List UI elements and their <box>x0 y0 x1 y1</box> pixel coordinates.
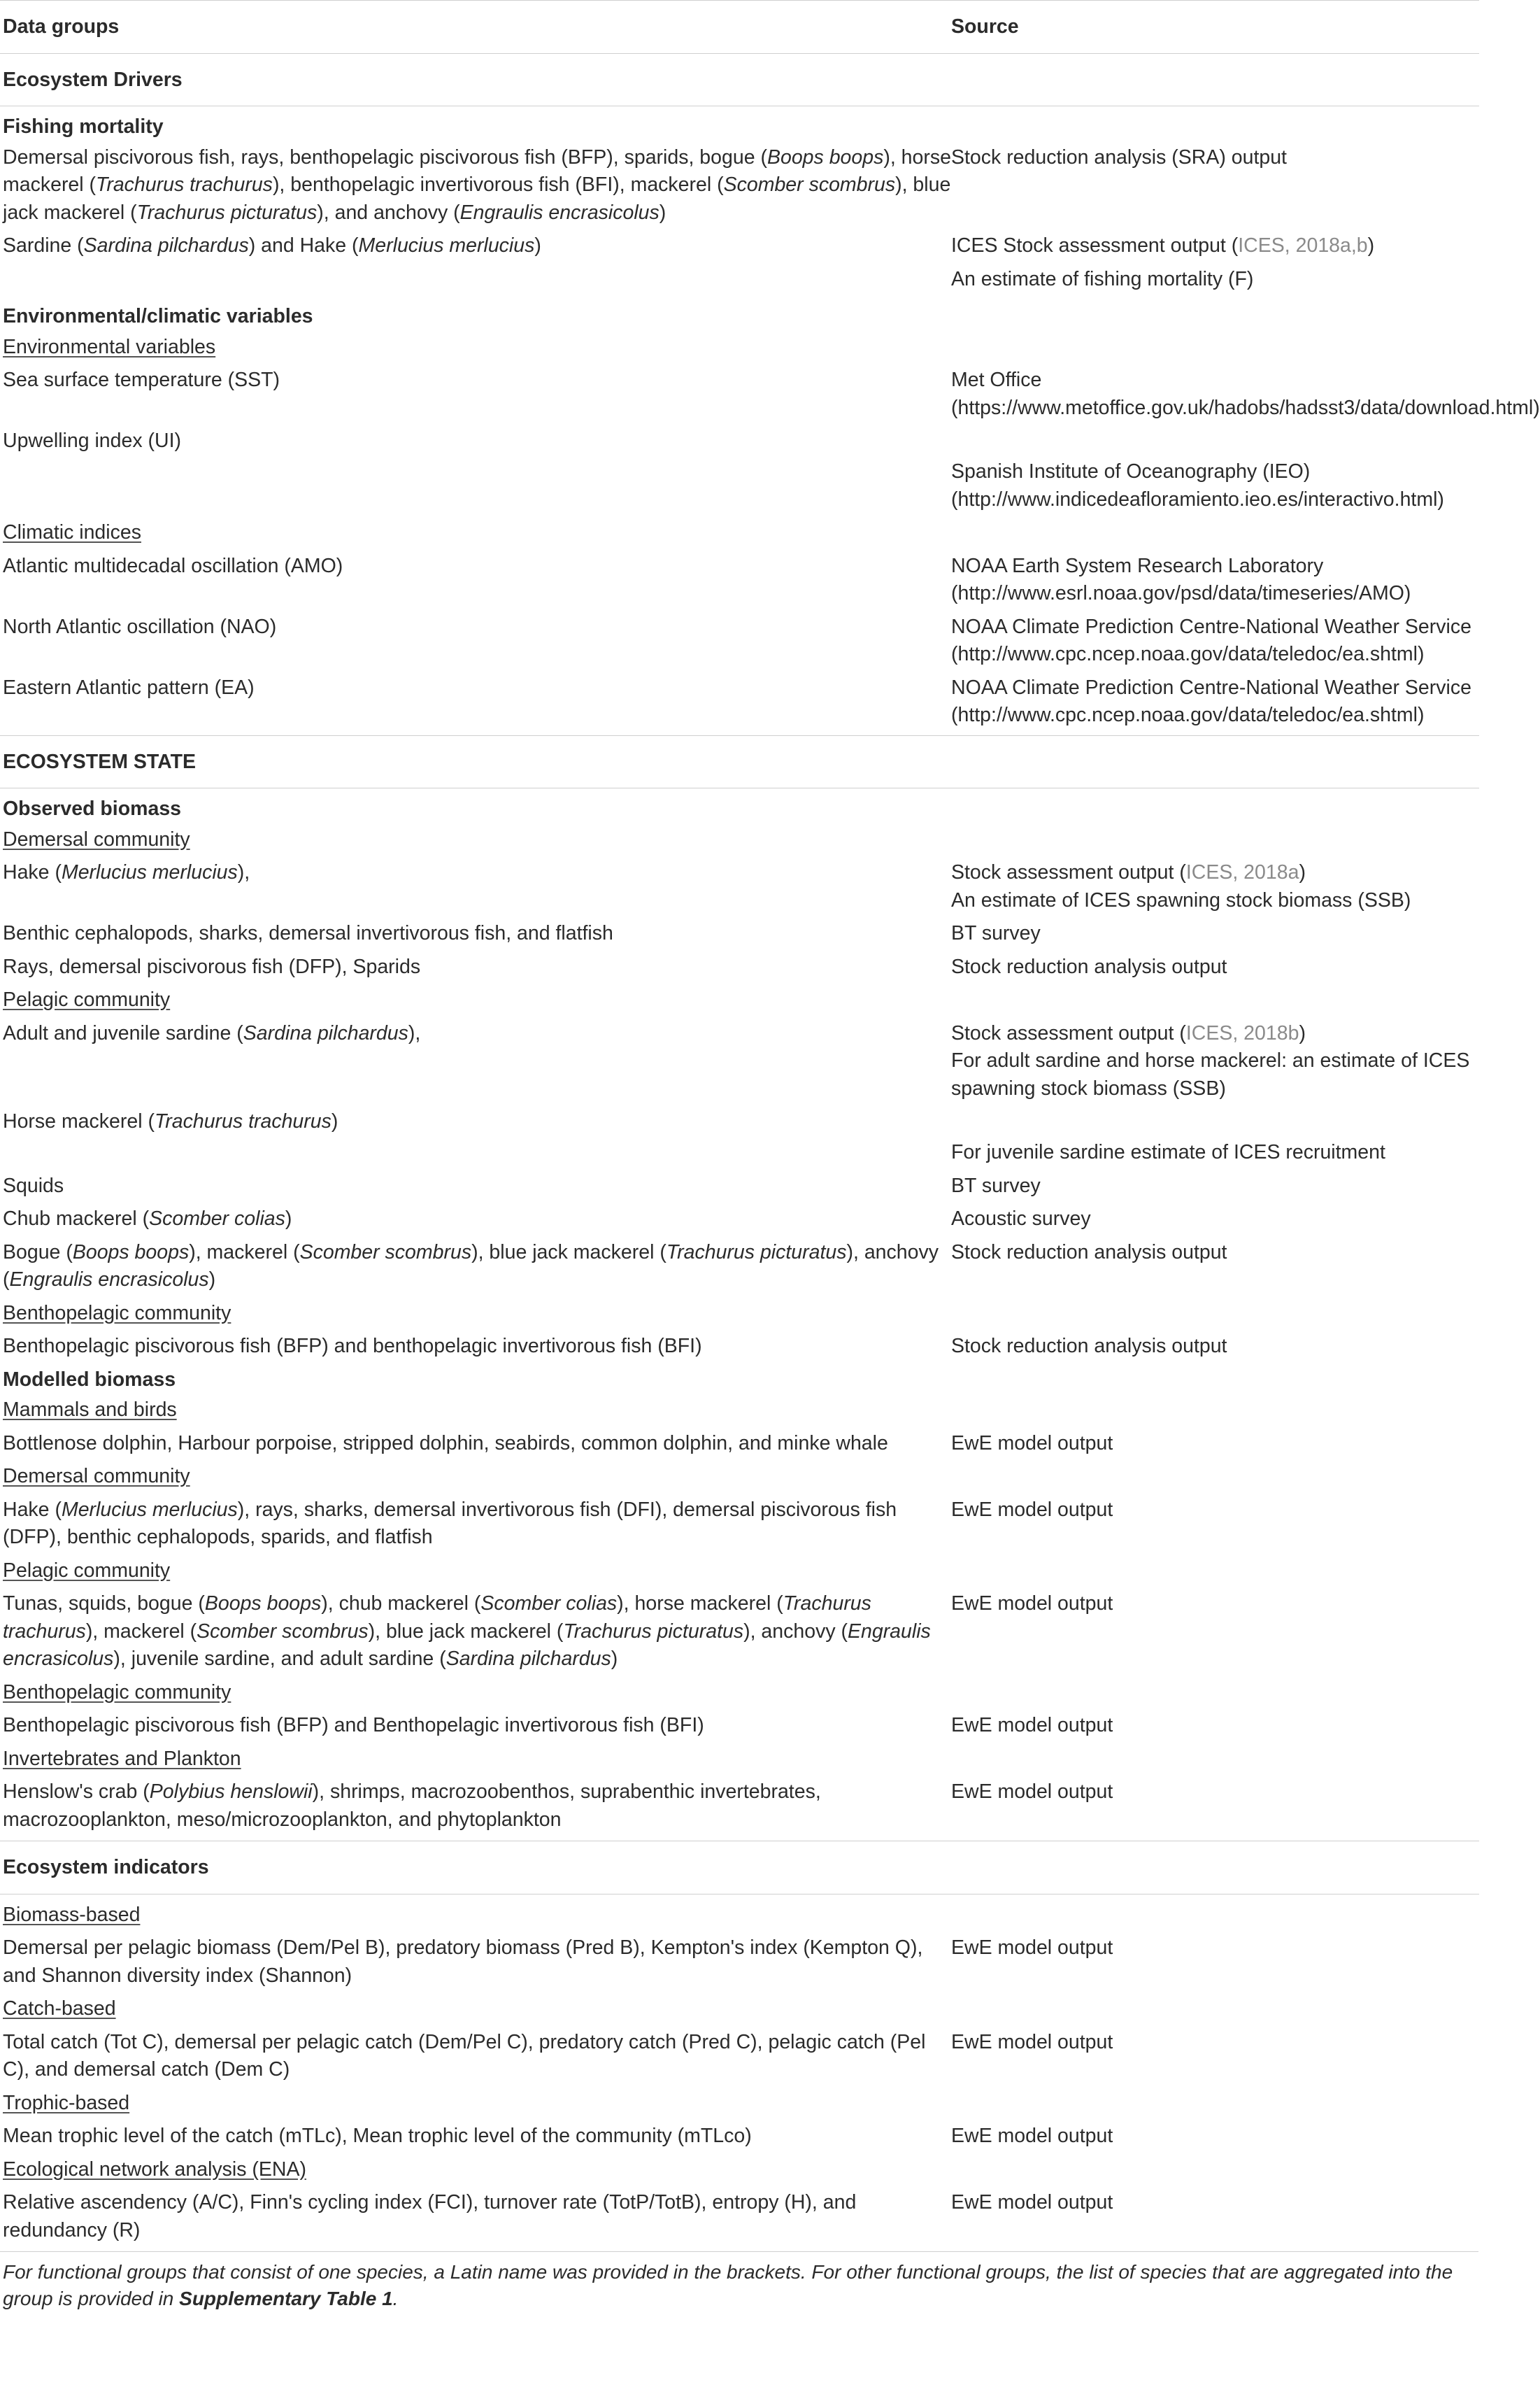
source-cell: Stock reduction analysis output <box>951 1240 1227 1263</box>
table-row <box>0 2120 1479 2153</box>
table-row <box>0 1203 1479 1236</box>
group-cell: Hake (Merlucius merlucius), rays, sharks, demersal invertivorous fish (DFI), demersal piscivorous fish (DFP), benthic cephalopods, sparids, and flatfish <box>3 1498 897 1548</box>
category-label: Biomass-based <box>3 1903 141 1926</box>
group-cell: Henslow's crab (Polybius henslowii), shrimps, macrozoobenthos, suprabenthic invertebrates, macrozooplankton, meso/microzooplankton, and phytoplankton <box>3 1780 821 1831</box>
group-cell: Bogue (Boops boops), mackerel (Scomber scombrus), blue jack mackerel (Trachurus picturatus), anchovy (Engraulis encrasicolus) <box>3 1240 939 1291</box>
group-cell: Benthopelagic piscivorous fish (BFP) and benthopelagic invertivorous fish (BFI) <box>3 1335 702 1357</box>
table-row <box>0 1932 1479 1992</box>
section-title: Ecosystem Drivers <box>0 53 1479 106</box>
col-header-source: Source <box>951 1 1479 54</box>
table-row <box>0 1105 1479 1170</box>
source-cell: Spanish Institute of Oceanography (IEO) (http://www.indicedeafloramiento.ieo.es/interactivo.html) <box>951 460 1444 511</box>
section-ecosystem-state <box>0 735 1479 788</box>
table-row <box>0 263 1479 297</box>
category-row <box>0 1743 1479 1776</box>
group-cell: Squids <box>3 1174 64 1197</box>
source-cell: EwE model output <box>951 2030 1113 2053</box>
source-cell: EwE model output <box>951 1780 1113 1803</box>
table-footnote: For functional groups that consist of one species, a Latin name was provided in the brackets. For other functional groups, the list of species that are aggregated into the group is provided in Supplementary Table 1. <box>0 2251 1478 2312</box>
table-row <box>0 229 1479 263</box>
table-row <box>0 550 1479 611</box>
source-cell: NOAA Climate Prediction Centre-National Weather Service (http://www.cpc.ncep.noaa.gov/data/teledoc/ea.shtml) <box>951 615 1471 665</box>
table-row <box>0 1236 1479 1297</box>
category-label: Invertebrates and Plankton <box>3 1747 241 1770</box>
category-row <box>0 984 1479 1017</box>
category-label: Mammals and birds <box>3 1398 177 1421</box>
source-cell: Acoustic survey <box>951 1207 1091 1230</box>
table-row <box>0 2186 1479 2251</box>
table-row <box>0 672 1479 736</box>
group-cell: Adult and juvenile sardine (Sardina pilchardus), <box>3 1021 421 1044</box>
table-row <box>0 1776 1479 1841</box>
subsection-title: Modelled biomass <box>3 1368 176 1391</box>
section-ecosystem-drivers <box>0 53 1479 106</box>
table-row <box>0 611 1479 672</box>
col-header-data-groups: Data groups <box>0 1 951 54</box>
source-cell: EwE model output <box>951 1431 1113 1454</box>
source-cell: Stock reduction analysis output <box>951 1335 1227 1357</box>
source-cell: ICES Stock assessment output (ICES, 2018a,b) <box>951 234 1375 257</box>
source-cell: BT survey <box>951 922 1041 944</box>
group-cell: Rays, demersal piscivorous fish (DFP), Sparids <box>3 955 421 978</box>
table-header-row <box>0 1 1479 54</box>
category-label: Catch-based <box>3 1997 116 2020</box>
table-row <box>0 364 1479 425</box>
category-row <box>0 331 1479 364</box>
citation-link[interactable]: ICES, 2018a <box>1185 861 1299 884</box>
category-label: Pelagic community <box>3 989 171 1011</box>
source-cell: EwE model output <box>951 1936 1113 1959</box>
group-cell: Demersal piscivorous fish, rays, benthopelagic piscivorous fish (BFP), sparids, bogue (Boops boops), horse mackerel (Trachurus trachurus), benthopelagic invertivorous fish (BFI), mackerel (Scomber scombrus), blue jack mackerel (Trachurus picturatus), and anchovy (Engraulis encrasicolus) <box>3 146 951 224</box>
category-label: Pelagic community <box>3 1559 171 1582</box>
source-cell: NOAA Earth System Research Laboratory (http://www.esrl.noaa.gov/psd/data/timeseries/AMO) <box>951 554 1411 604</box>
source-cell: BT survey <box>951 1174 1041 1197</box>
category-row <box>0 1297 1479 1331</box>
table-row <box>0 1427 1479 1461</box>
group-cell: North Atlantic oscillation (NAO) <box>3 615 277 638</box>
table-row <box>0 856 1479 917</box>
supplementary-table-link[interactable]: Supplementary Table 1 <box>179 2288 393 2309</box>
group-cell: Total catch (Tot C), demersal per pelagic catch (Dem/Pel C), predatory catch (Pred C), pelagic catch (Pel C), and demersal catch (Dem C) <box>3 2030 926 2081</box>
group-cell: Benthic cephalopods, sharks, demersal invertivorous fish, and flatfish <box>3 922 613 944</box>
group-cell: Sea surface temperature (SST) <box>3 369 280 391</box>
table-row <box>0 425 1479 516</box>
subsection-modelled-biomass <box>0 1364 1479 1394</box>
table-row <box>0 1494 1479 1554</box>
category-row <box>0 1554 1479 1588</box>
category-row <box>0 2087 1479 2120</box>
section-title: ECOSYSTEM STATE <box>0 735 1479 788</box>
subsection-fishing-mortality <box>0 106 1479 141</box>
source-cell: EwE model output <box>951 2125 1113 2147</box>
group-cell: Hake (Merlucius merlucius), <box>3 861 250 884</box>
group-cell: Eastern Atlantic pattern (EA) <box>3 676 255 699</box>
source-cell: Stock reduction analysis output <box>951 955 1227 978</box>
category-label: Benthopelagic community <box>3 1301 231 1324</box>
subsection-title: Observed biomass <box>3 798 182 820</box>
group-cell: Bottlenose dolphin, Harbour porpoise, stripped dolphin, seabirds, common dolphin, and minke whale <box>3 1431 888 1454</box>
group-cell: Sardine (Sardina pilchardus) and Hake (Merlucius merlucius) <box>3 234 541 257</box>
group-cell: Upwelling index (UI) <box>3 430 182 452</box>
source-cell: Stock reduction analysis (SRA) output <box>951 146 1287 169</box>
category-row <box>0 1992 1479 2026</box>
table-row <box>0 2026 1479 2087</box>
category-label: Environmental variables <box>3 335 216 358</box>
source-cell: An estimate of fishing mortality (F) <box>951 267 1254 290</box>
group-cell: Tunas, squids, bogue (Boops boops), chub mackerel (Scomber colias), horse mackerel (Trachurus trachurus), mackerel (Scomber scombrus), blue jack mackerel (Trachurus picturatus), anchovy (Engraulis encrasicolus), juvenile sardine, and adult sardine (Sardina pilchardus) <box>3 1592 931 1670</box>
subsection-title: Environmental/climatic variables <box>3 305 313 327</box>
source-cell: Stock assessment output (ICES, 2018a) An estimate of ICES spawning stock biomass (SSB) <box>951 861 1411 912</box>
category-label: Benthopelagic community <box>3 1680 231 1704</box>
category-row <box>0 1894 1479 1932</box>
source-cell: EwE model output <box>951 1498 1113 1521</box>
table-row <box>0 1170 1479 1203</box>
section-ecosystem-indicators <box>0 1841 1479 1894</box>
category-row <box>0 516 1479 550</box>
source-cell: EwE model output <box>951 2191 1113 2214</box>
group-cell: Demersal per pelagic biomass (Dem/Pel B), predatory biomass (Pred B), Kempton's index (Kempton Q), and Shannon diversity index (Shannon) <box>3 1936 923 1987</box>
category-row <box>0 823 1479 857</box>
group-cell: Mean trophic level of the catch (mTLc), Mean trophic level of the community (mTLco) <box>3 2125 752 2147</box>
table-row <box>0 917 1479 951</box>
category-label: Demersal community <box>3 1465 190 1487</box>
table-row <box>0 1587 1479 1676</box>
category-row <box>0 1676 1479 1710</box>
source-cell: Met Office (https://www.metoffice.gov.uk/hadobs/hadsst3/data/download.html) <box>951 369 1540 419</box>
table-row <box>0 1330 1479 1364</box>
category-row <box>0 1460 1479 1494</box>
group-cell: Atlantic multidecadal oscillation (AMO) <box>3 554 343 577</box>
group-cell: Horse mackerel (Trachurus trachurus) <box>3 1110 338 1133</box>
source-cell: Stock assessment output (ICES, 2018b) For adult sardine and horse mackerel: an estimate of ICES spawning stock biomass (SSB) <box>951 1021 1470 1100</box>
citation-link[interactable]: ICES, 2018a,b <box>1238 234 1368 257</box>
group-cell: Relative ascendency (A/C), Finn's cycling index (FCI), turnover rate (TotP/TotB), entropy (H), and redundancy (R) <box>3 2191 857 2241</box>
subsection-environmental-climatic <box>0 296 1479 331</box>
table-row <box>0 141 1479 230</box>
category-label: Ecological network analysis (ENA) <box>3 2158 306 2181</box>
citation-link[interactable]: ICES, 2018b <box>1185 1021 1299 1044</box>
subsection-title: Fishing mortality <box>3 115 164 138</box>
source-cell: NOAA Climate Prediction Centre-National Weather Service (http://www.cpc.ncep.noaa.gov/data/teledoc/ea.shtml) <box>951 676 1471 726</box>
source-cell: For juvenile sardine estimate of ICES recruitment <box>951 1141 1385 1163</box>
section-title: Ecosystem indicators <box>0 1841 1479 1894</box>
group-cell: Benthopelagic piscivorous fish (BFP) and Benthopelagic invertivorous fish (BFI) <box>3 1714 704 1736</box>
category-row <box>0 1394 1479 1427</box>
table-row <box>0 1709 1479 1743</box>
source-cell: EwE model output <box>951 1714 1113 1736</box>
category-label: Demersal community <box>3 828 190 851</box>
table-row <box>0 1017 1479 1106</box>
subsection-observed-biomass <box>0 788 1479 823</box>
category-label: Climatic indices <box>3 521 141 544</box>
group-cell: Chub mackerel (Scomber colias) <box>3 1207 292 1230</box>
source-cell: EwE model output <box>951 1592 1113 1615</box>
table-row <box>0 951 1479 984</box>
category-row <box>0 2153 1479 2187</box>
category-label: Trophic-based <box>3 2091 130 2114</box>
